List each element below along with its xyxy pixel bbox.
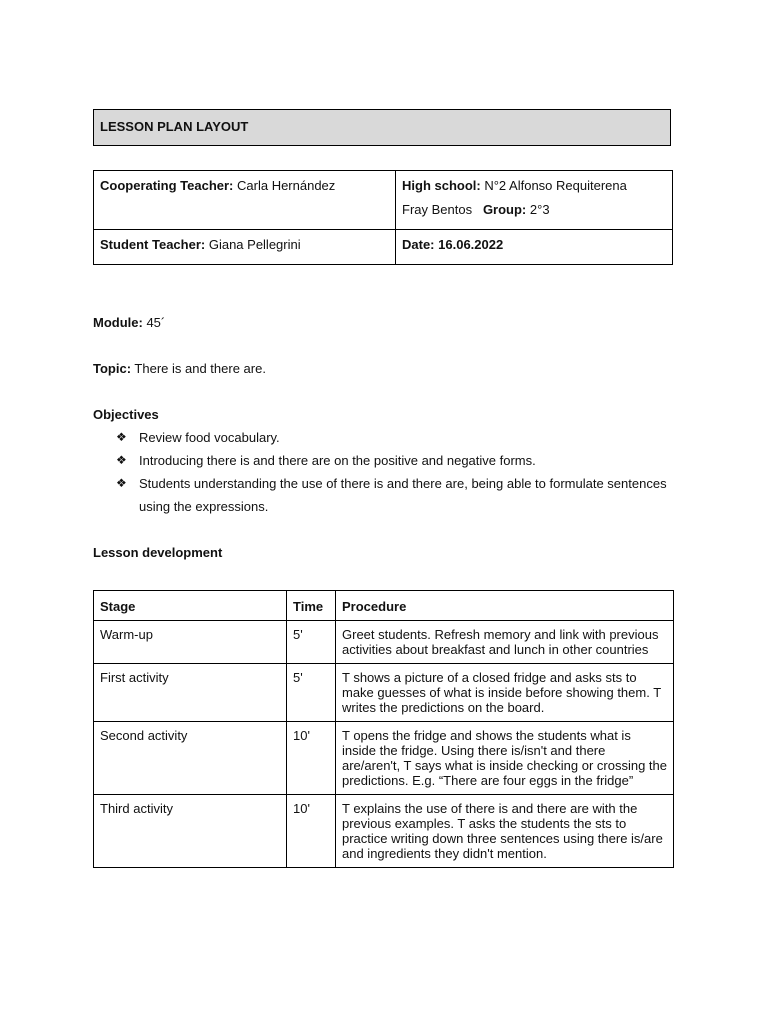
stage-cell: Third activity (94, 795, 287, 868)
cooperating-teacher-label: Cooperating Teacher: (100, 178, 234, 193)
info-row (94, 171, 673, 230)
cooperating-teacher-cell (94, 171, 396, 230)
table-row (94, 722, 674, 795)
time-cell: 10' (287, 722, 336, 795)
group-label: Group: (482, 202, 527, 217)
group-value: 2°3 (529, 202, 550, 217)
objective-text: Students understanding the use of there is and there are, being able to formulate sentences using the expressions. (139, 476, 667, 514)
table-row (94, 621, 674, 664)
objectives-heading: Objectives (93, 407, 159, 422)
info-row (94, 230, 673, 265)
objective-text: Introducing there is and there are on the positive and negative forms. (139, 453, 536, 468)
time-cell: 5' (287, 621, 336, 664)
date-label: Date: (402, 237, 435, 252)
diamond-bullet-icon: ❖ (116, 453, 127, 467)
column-header-time: Time (287, 591, 336, 621)
lesson-plan-title-box (93, 109, 671, 146)
table-row (94, 664, 674, 722)
objective-text: Review food vocabulary. (139, 430, 280, 445)
lesson-development-heading: Lesson development (93, 545, 223, 560)
topic-value: There is and there are. (134, 361, 266, 376)
high-school-cell (396, 171, 673, 230)
cooperating-teacher-value: Carla Hernández (237, 178, 336, 193)
module-label: Module: (93, 315, 143, 330)
teacher-info-table (93, 170, 673, 265)
procedure-cell: Greet students. Refresh memory and link with previous activities about breakfast and lunch in other countries (336, 621, 674, 664)
topic-label: Topic: (93, 361, 132, 376)
objectives-list (116, 426, 676, 518)
topic-line (93, 361, 266, 376)
time-cell: 5' (287, 664, 336, 722)
column-header-stage: Stage (94, 591, 287, 621)
high-school-label: High school: (402, 178, 481, 193)
student-teacher-label: Student Teacher: (100, 237, 206, 252)
high-school-value: N°2 Alfonso Requiterena (484, 178, 627, 193)
date-value: 16.06.2022 (438, 237, 504, 252)
stage-cell: Warm-up (94, 621, 287, 664)
diamond-bullet-icon: ❖ (116, 430, 127, 444)
page-title: LESSON PLAN LAYOUT (100, 119, 249, 134)
diamond-bullet-icon: ❖ (116, 476, 127, 490)
high-school-city: Fray Bentos (402, 202, 473, 217)
student-teacher-cell (94, 230, 396, 265)
stage-cell: Second activity (94, 722, 287, 795)
stage-cell: First activity (94, 664, 287, 722)
student-teacher-value: Giana Pellegrini (208, 237, 301, 252)
date-cell (396, 230, 673, 265)
module-line (93, 315, 165, 330)
column-header-procedure: Procedure (336, 591, 674, 621)
procedure-cell: T explains the use of there is and there are with the previous examples. T asks the students the sts to practice writing down three sentences using there is/are and ingredients they didn't mention. (336, 795, 674, 868)
table-header-row (94, 591, 674, 621)
list-item (116, 472, 676, 518)
module-value: 45´ (146, 315, 166, 330)
procedure-cell: T opens the fridge and shows the students what is inside the fridge. Using there is/isn't and there are/aren't, T says what is inside checking or crossing the predictions. E.g. “There are four eggs in the fridge” (336, 722, 674, 795)
table-row (94, 795, 674, 868)
list-item (116, 426, 676, 449)
procedure-cell: T shows a picture of a closed fridge and asks sts to make guesses of what is inside before showing them. T writes the predictions on the board. (336, 664, 674, 722)
lesson-development-table (93, 590, 674, 868)
time-cell: 10' (287, 795, 336, 868)
list-item (116, 449, 676, 472)
